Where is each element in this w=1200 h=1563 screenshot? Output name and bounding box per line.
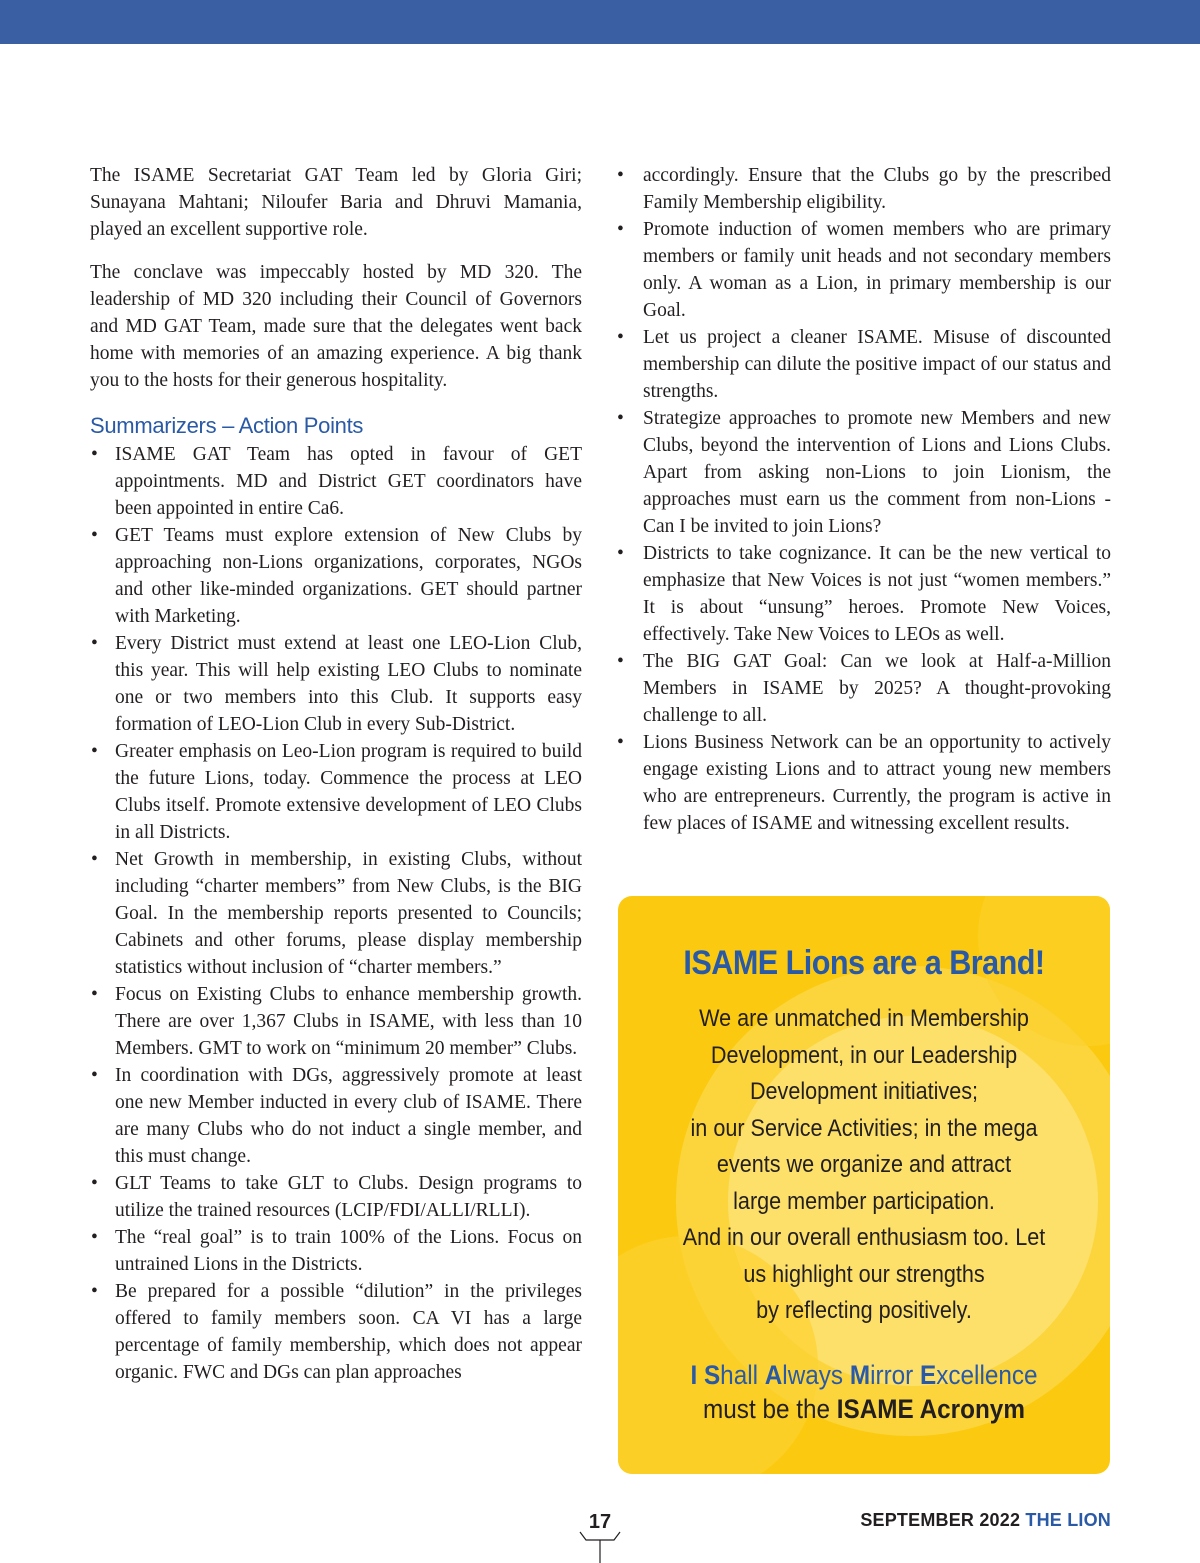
acronym-letter: I <box>690 1359 698 1390</box>
acronym-letter: A <box>764 1359 783 1390</box>
callout-line: large member participation. <box>733 1187 995 1215</box>
callout-line: in our Service Activities; in the mega <box>690 1114 1038 1142</box>
callout-line: by reflecting positively. <box>756 1297 972 1324</box>
action-points-list-continued <box>616 162 1111 837</box>
left-column <box>90 162 582 1386</box>
callout-line: Development, in our Leadership <box>710 1041 1018 1069</box>
action-point: • accordingly. Ensure that the Clubs go by the prescribed Family Membership eligibility. <box>616 162 1111 216</box>
action-point: • ISAME GAT Team has opted in favour of GET appointments. MD and District GET coordinators have been appointed in entire Ca6. <box>90 441 582 522</box>
action-point: • Focus on Existing Clubs to enhance membership growth. There are over 1,367 Clubs in ISAME, with less than 10 Members. GMT to work on “minimum 20 member” Clubs. <box>90 981 582 1062</box>
callout-content <box>618 944 1110 1426</box>
acronym-word-rest: lways <box>782 1359 850 1390</box>
action-point: • Let us project a cleaner ISAME. Misuse of discounted membership can dilute the positive impact of our status and strengths. <box>616 324 1111 405</box>
action-point: • Promote induction of women members who are primary members or family unit heads and not secondary members only. A woman as a Lion, in primary membership is our Goal. <box>616 216 1111 324</box>
action-point: • The BIG GAT Goal: Can we look at Half-a-Million Members in ISAME by 2025? A thought-provoking challenge to all. <box>616 648 1111 729</box>
acronym-tagline <box>643 1392 1086 1426</box>
footer-issue-line <box>860 1510 1111 1531</box>
callout-line: We are unmatched in Membership <box>699 1005 1029 1032</box>
tagline-prefix: must be the <box>703 1393 837 1424</box>
callout-title: ISAME Lions are a Brand! <box>683 944 1045 982</box>
magazine-name: THE LION <box>1025 1510 1111 1530</box>
intro-paragraph-1: The ISAME Secretariat GAT Team led by Gloria Giri; Sunayana Mahtani; Niloufer Baria and Dhruvi Mamania, played an excellent supportive role. <box>90 165 582 240</box>
callout-line: us highlight our strengths <box>743 1260 985 1288</box>
action-point: • GET Teams must explore extension of New Clubs by approaching non-Lions organizations, corporates, NGOs and other like-minded organizations. GET should partner with Marketing. <box>90 522 582 630</box>
right-column <box>616 162 1111 837</box>
acronym-letter: M <box>849 1359 871 1390</box>
action-point: • Districts to take cognizance. It can be the new vertical to emphasize that New Voices is not just “women members.” It is about “unsung” heroes. Promote New Voices, effectively. Take New Voices to LEOs as well. <box>616 540 1111 648</box>
acronym-letter: S <box>703 1359 721 1390</box>
action-point: • Every District must extend at least one LEO-Lion Club, this year. This will help existing LEO Clubs to nominate one or two members into this Club. It supports easy formation of LEO-Lion Club in every Sub-District. <box>90 630 582 738</box>
acronym-word-rest: xcellence <box>936 1359 1038 1390</box>
action-point: • Net Growth in membership, in existing Clubs, without including “charter members” from New Clubs, is the BIG Goal. In the membership reports presented to Councils; Cabinets and other forums, please display membership statistics without inclusion of “charter members.” <box>90 846 582 981</box>
acronym-word-rest: irror <box>870 1359 921 1390</box>
top-color-band <box>0 0 1200 44</box>
acronym-word-rest: hall <box>720 1359 765 1390</box>
page-number: 17 <box>588 1511 612 1533</box>
action-point: • In coordination with DGs, aggressively promote at least one new Member inducted in every club of ISAME. There are many Clubs who do not induct a single member, and this must change. <box>90 1062 582 1170</box>
callout-line: And in our overall enthusiasm too. Let <box>682 1224 1046 1251</box>
issue-date: SEPTEMBER 2022 <box>860 1510 1021 1530</box>
section-heading: Summarizers – Action Points <box>90 413 364 438</box>
callout-line: Development initiatives; <box>749 1078 979 1105</box>
acronym-letter: E <box>920 1359 937 1390</box>
action-point: • Greater emphasis on Leo-Lion program is required to build the future Lions, today. Commence the process at LEO Clubs itself. Promote extensive development of LEO Clubs in all Districts. <box>90 738 582 846</box>
tagline-bold: ISAME Acronym <box>836 1393 1025 1424</box>
action-point: • Be prepared for a possible “dilution” in the privileges offered to family members soon. CA VI has a large percentage of family membership, which does not appear organic. FWC and DGs can plan approaches <box>90 1278 582 1386</box>
action-point: • Lions Business Network can be an opportunity to actively engage existing Lions and to attract young new members who are entrepreneurs. Currently, the program is active in few places of ISAME and witnessing excellent results. <box>616 729 1111 837</box>
action-point: • GLT Teams to take GLT to Clubs. Design programs to utilize the trained resources (LCIP/FDI/ALLI/RLLI). <box>90 1170 582 1224</box>
action-point: • Strategize approaches to promote new Members and new Clubs, beyond the intervention of Lions and Lions Clubs. Apart from asking non-Lions to join Lionism, the approaches must earn us the comment from non-Lions - Can I be invited to join Lions? <box>616 405 1111 540</box>
action-points-list <box>90 441 582 1386</box>
brand-callout-box <box>618 896 1110 1474</box>
callout-body <box>643 1001 1086 1330</box>
action-point: • The “real goal” is to train 100% of the Lions. Focus on untrained Lions in the Districts. <box>90 1224 582 1278</box>
intro-paragraph-2: The conclave was impeccably hosted by MD 320. The leadership of MD 320 including their Council of Governors and MD GAT Team, made sure that the delegates went back home with memories of an amazing experience. A big thank you to the hosts for their generous hospitality. <box>90 262 582 391</box>
acronym-expansion <box>643 1358 1086 1392</box>
callout-line: events we organize and attract <box>716 1151 1012 1178</box>
